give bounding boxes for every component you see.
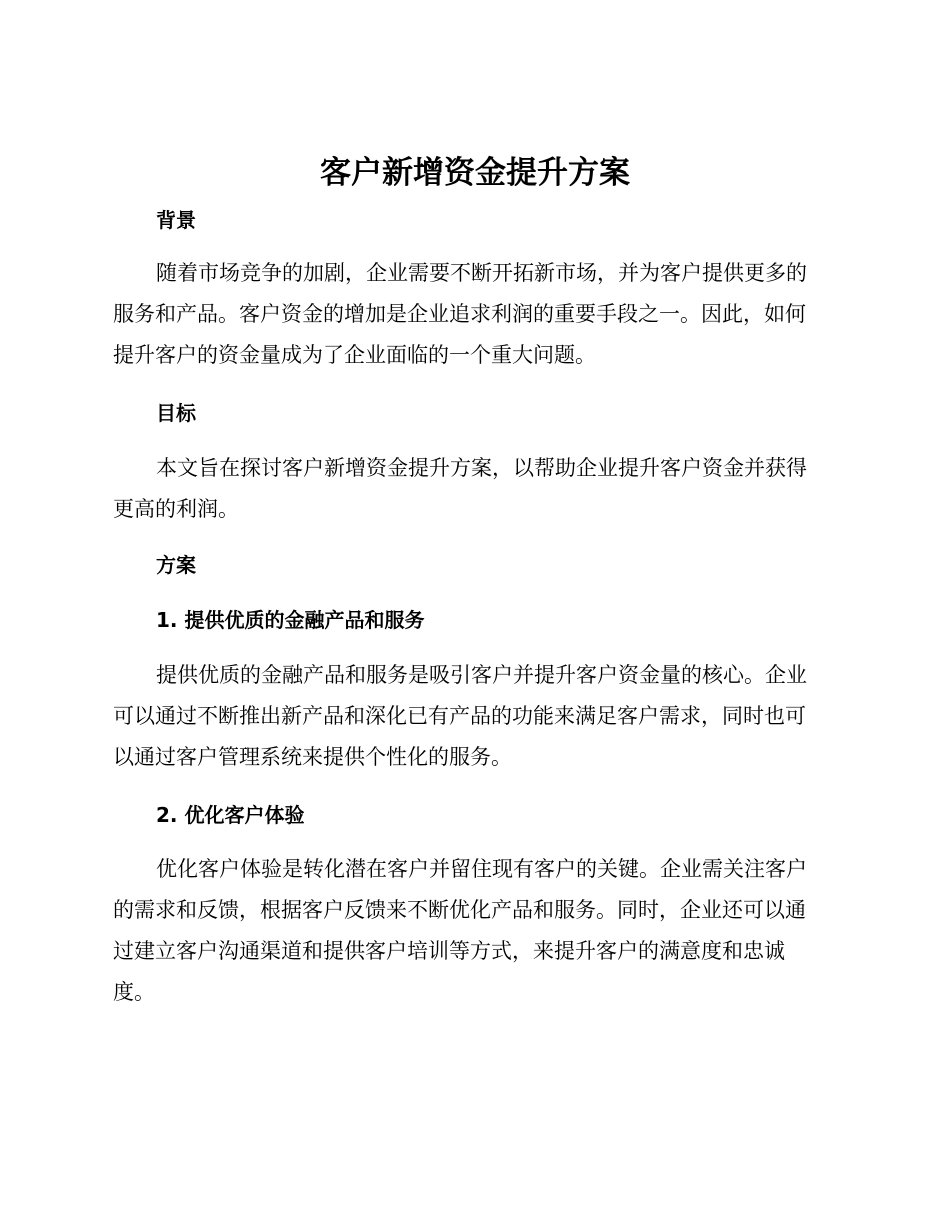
- paragraph-line: 优化客户体验是转化潜在客户并留住现有客户的关键。企业需关注客户: [156, 857, 807, 881]
- paragraph-line: 随着市场竞争的加剧，企业需要不断开拓新市场，并为客户提供更多的: [156, 261, 807, 285]
- plan-item-2-paragraph: [113, 849, 830, 1013]
- paragraph-line: 本文旨在探讨客户新增资金提升方案，以帮助企业提升客户资金并获得: [156, 456, 807, 480]
- paragraph-line: 服务和产品。客户资金的增加是企业追求利润的重要手段之一。因此，如何: [113, 302, 806, 326]
- paragraph-line: 的需求和反馈，根据客户反馈来不断优化产品和服务。同时，企业还可以通: [113, 898, 806, 922]
- goal-paragraph: [113, 448, 830, 530]
- paragraph-line: 以通过客户管理系统来提供个性化的服务。: [113, 745, 512, 769]
- paragraph-line: 提供优质的金融产品和服务是吸引客户并提升客户资金量的核心。企业: [156, 663, 807, 687]
- paragraph-line: 可以通过不断推出新产品和深化已有产品的功能来满足客户需求，同时也可: [113, 704, 806, 728]
- paragraph-line: 更高的利润。: [113, 497, 239, 521]
- plan-item-heading-2: 2. 优化客户体验: [156, 803, 305, 827]
- plan-item-1-paragraph: [113, 655, 830, 778]
- paragraph-line: 过建立客户沟通渠道和提供客户培训等方式，来提升客户的满意度和忠诚: [113, 939, 785, 963]
- paragraph-line: 提升客户的资金量成为了企业面临的一个重大问题。: [113, 343, 596, 367]
- background-paragraph: [113, 253, 830, 376]
- section-heading-goal: 目标: [156, 401, 196, 425]
- paragraph-line: 度。: [113, 980, 155, 1004]
- document-title: 客户新增资金提升方案: [320, 155, 630, 191]
- section-heading-plan: 方案: [156, 553, 196, 577]
- plan-item-heading-1: 1. 提供优质的金融产品和服务: [156, 608, 425, 632]
- section-heading-background: 背景: [156, 208, 196, 232]
